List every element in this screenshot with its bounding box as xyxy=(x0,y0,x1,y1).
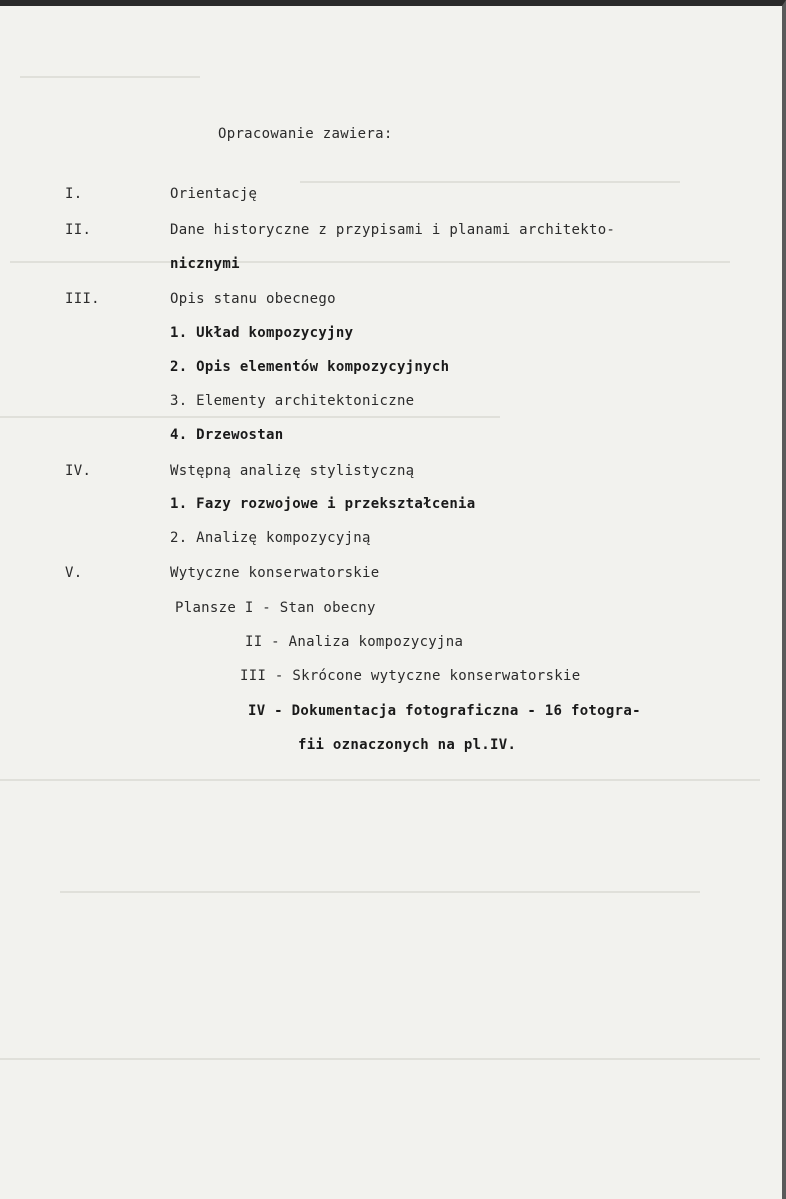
item-number: IV. xyxy=(65,463,92,479)
scan-artifact xyxy=(20,76,200,78)
scan-artifact xyxy=(300,181,680,183)
scan-artifact xyxy=(10,261,730,263)
item-text: Dane historyczne z przypisami i planami architekto- xyxy=(170,222,616,238)
plansze-line: III - Skrócone wytyczne konserwatorskie xyxy=(240,668,581,684)
item-number: I. xyxy=(65,186,83,202)
plansze-line: Plansze I - Stan obecny xyxy=(175,600,376,616)
subitem-text: 4. Drzewostan xyxy=(170,427,284,443)
scan-artifact xyxy=(0,1058,760,1060)
scan-artifact xyxy=(0,779,760,781)
scan-artifact xyxy=(0,416,500,418)
item-text-continuation: nicznymi xyxy=(170,256,240,272)
item-text: Wytyczne konserwatorskie xyxy=(170,565,380,581)
item-text: Wstępną analizę stylistyczną xyxy=(170,463,415,479)
plansze-line: IV - Dokumentacja fotograficzna - 16 fotogra- xyxy=(248,703,641,719)
document-heading: Opracowanie zawiera: xyxy=(218,126,393,142)
subitem-text: 1. Fazy rozwojowe i przekształcenia xyxy=(170,496,476,512)
plansze-line: II - Analiza kompozycyjna xyxy=(245,634,464,650)
item-number: II. xyxy=(65,222,92,238)
item-text: Opis stanu obecnego xyxy=(170,291,336,307)
item-number: V. xyxy=(65,565,83,581)
subitem-text: 2. Analizę kompozycyjną xyxy=(170,530,371,546)
item-number: III. xyxy=(65,291,100,307)
scan-artifact xyxy=(60,891,700,893)
subitem-text: 2. Opis elementów kompozycyjnych xyxy=(170,359,450,375)
subitem-text: 3. Elementy architektoniczne xyxy=(170,393,415,409)
subitem-text: 1. Układ kompozycyjny xyxy=(170,325,354,341)
item-text: Orientację xyxy=(170,186,258,202)
plansze-line-continuation: fii oznaczonych na pl.IV. xyxy=(298,737,517,753)
